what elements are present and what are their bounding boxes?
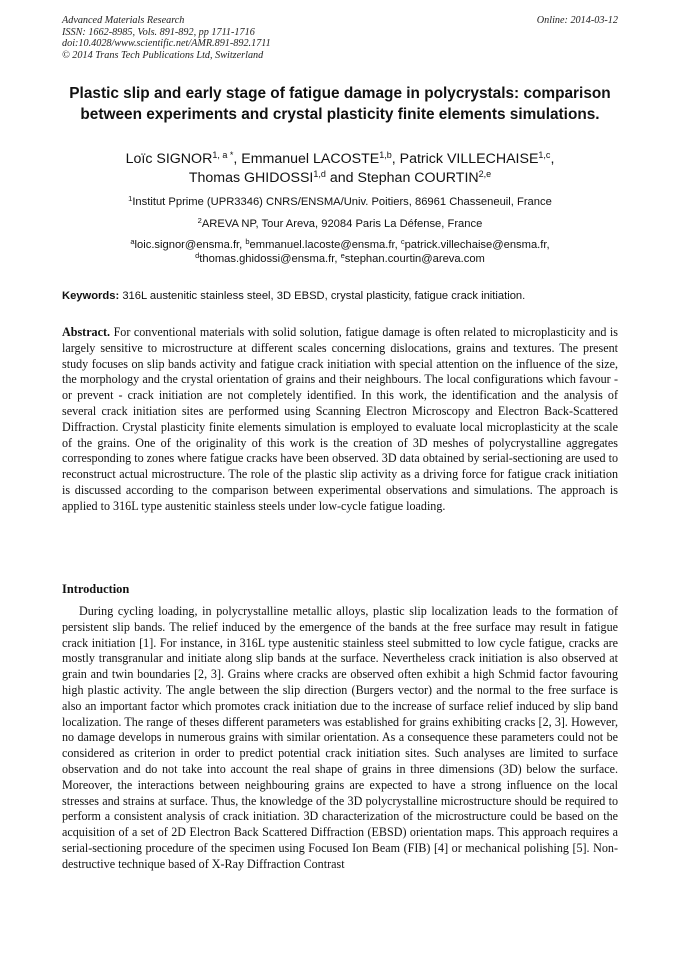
keywords-label: Keywords: <box>62 290 120 302</box>
affiliation-sup: 2 <box>197 216 202 225</box>
journal-header <box>62 15 618 61</box>
email-sup: d <box>195 250 200 260</box>
email-address[interactable]: stephan.courtin@areva.com <box>344 252 485 265</box>
email-sup: c <box>400 237 405 246</box>
copyright-line: © 2014 Trans Tech Publications Ltd, Switzerland <box>62 49 264 61</box>
paper-title: Plastic slip and early stage of fatigue damage in polycrystals: comparison between experiments and crystal plasticity finite elements simulations. <box>69 85 611 123</box>
author-affil-sup: 1,b <box>379 150 392 160</box>
author-affil-sup: 1,d <box>313 169 326 179</box>
author-line-1: Loïc $SIGNOR^{1, a *}$, Emmanuel LACOSTE$^{1,b}$, Patrick VILLECHAISE$^{1,c}$, <box>125 150 555 167</box>
affiliation-text: Institut Pprime (UPR3346) CNRS/ENSMA/Univ. Poitiers, 86961 Chasseneuil, France <box>132 196 552 208</box>
author-name: Emmanuel LACOSTE <box>241 151 380 167</box>
email-sup: e <box>340 250 345 260</box>
email-address[interactable]: thomas.ghidossi@ensma.fr, <box>199 252 338 265</box>
introduction-paragraph: During cycling loading, in polycrystalline metallic alloys, plastic slip localization leads to the formation of persistent slip bands. The relief induced by the emergence of the bands at the free surface may result in fatigue crack initiation [1]. For instance, in 316L type austenitic stainless steel submitted to low cycle fatigue, cracks are mostly transgranular and initiate along slip bands at the surface. Nevertheless crack initiation is also observed at grain and twin boundaries [2, 3]. Grains where cracks are observed often exhibit a high Schmid factor favouring high plastic activity. The angle between the slip direction (Burgers vector) and the normal to the free surface is also an important factor which promotes crack initiation due to the increase of surface relief induced by slip band localization. The range of theses different parameters was established for grains exhibiting cracks [2, 3]. However, no damage develops in numerous grains with similar orientation. As a consequence these parameters could not be considered as criterion in order to predict potential crack initiation sites. Such analyses are limited to surface observation and do not take into account the real shape of grains in three dimensions (3D) below the surface. Moreover, the interactions between neighbouring grains are expected to have a strong influence on the local stresses and strains at surface. Thus, the knowledge of the 3D polycrystalline microstructure should be required to perform a consistent analysis of crack initiation. 3D characterization of the microstructure could be based on the acquisition of a set of 2D Electron Back Scattered Diffraction (EBSD) orientation maps. This approach requires a serial-sectioning procedure of the specimen using Focused Ion Beam (FIB) [4] or mechanical polishing [5]. Non-destructive technique based of X-Ray Diffraction Contrast <box>62 604 618 871</box>
journal-name: Advanced Materials Research <box>62 15 185 26</box>
keywords <box>62 290 618 304</box>
online-date: Online: 2014-03-12 <box>536 15 618 26</box>
affiliation-2 <box>62 218 618 232</box>
affiliation-1 <box>62 196 618 210</box>
author-affil-sup: 2,e <box>478 169 492 179</box>
affiliation-text: AREVA NP, Tour Areva, 92084 Paris La Défense, France <box>201 218 483 230</box>
email-address[interactable]: emmanuel.lacoste@ensma.fr, <box>249 239 398 251</box>
abstract <box>62 325 618 515</box>
author-name: Thomas GHIDOSSI <box>188 170 314 186</box>
affiliation-sup: 1 <box>128 194 133 203</box>
author-conjunction: and <box>329 170 354 186</box>
author-affil-sup: 1,c <box>538 150 551 160</box>
email-address[interactable]: loic.signor@ensma.fr, <box>134 239 243 251</box>
email-address[interactable]: patrick.villechaise@ensma.fr, <box>404 239 550 251</box>
author-name: Loïc SIGNOR <box>125 151 213 167</box>
doi-line: doi:10.4028/www.scientific.net/AMR.891-892.1711 <box>62 38 271 50</box>
abstract-text: For conventional materials with solid solution, fatigue damage is often related to microplasticity and is largely sensitive to microstructure at different scales concerning dislocations, grains and textures. The present study focuses on slip bands activity and fatigue crack initiation with special attention on the influence of the size, the morphology and the crystal orientation of grains and their neighbours. The local configurations which favour - or prevent - crack initiation are not completely identified. In this work, the identification and the analysis of several crack initiation sites are performed using Scanning Electron Microscopy and Electron Back-Scattered Diffraction. Crystal plasticity finite elements simulation is employed to evaluate local microplasticity at the scale of the grains. One of the originality of this work is the creation of 3D meshes of polycrystalline aggregates corresponding to zones where fatigue cracks have been observed. 3D data obtained by serial-sectioning are used to reconstruct actual microstructure. The role of the plastic slip activity as a driving force for fatigue crack initiation is discussed according to the comparison between experimental observations and simulations. The approach is applied to 316L type austenitic stainless steels under low-cycle fatigue loading. <box>62 325 618 513</box>
author-line-2 <box>62 169 618 188</box>
author-name: Stephan COURTIN <box>357 170 479 186</box>
email-line-2 <box>62 250 618 267</box>
email-list <box>62 239 618 266</box>
issn-line: ISSN: 1662-8985, Vols. 891-892, pp 1711-1716 <box>62 26 255 38</box>
email-sup: b <box>245 237 250 246</box>
author-name: Patrick VILLECHAISE <box>399 151 539 167</box>
email-sup: a <box>130 237 135 246</box>
abstract-label: Abstract. <box>62 325 111 339</box>
author-affil-sup: 1, a * <box>212 150 234 160</box>
section-heading-introduction: Introduction <box>62 582 130 596</box>
keywords-text: 316L austenitic stainless steel, 3D EBSD, crystal plasticity, fatigue crack initiation. <box>122 290 526 302</box>
author-list <box>62 150 618 188</box>
